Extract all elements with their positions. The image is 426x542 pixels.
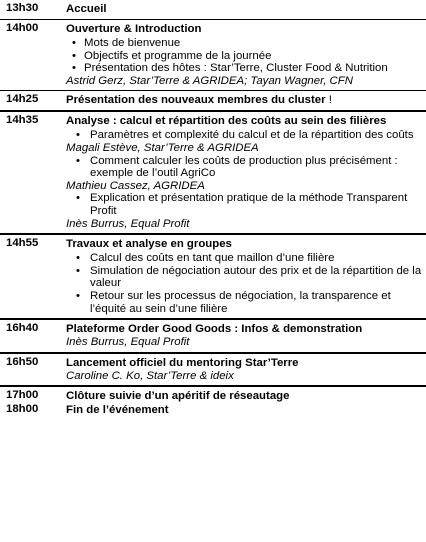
agenda-item-text: Objectifs et programme de la journée: [84, 49, 272, 62]
agenda-row-1640: [0, 320, 426, 354]
agenda-time: 18h00: [6, 403, 39, 416]
agenda-speaker: Mathieu Cassez, AGRIDEA: [66, 179, 205, 192]
agenda-title-suffix: !: [325, 94, 332, 107]
agenda-item: [66, 192, 422, 230]
agenda-item: [66, 129, 422, 154]
agenda-item-text: Simulation de négociation autour des prix et de la répartition de la valeur: [90, 264, 422, 290]
agenda-title: Analyse : calcul et répartition des coûts au sein des filières: [66, 115, 387, 128]
agenda-item: [66, 154, 422, 193]
agenda-row-1400: [0, 20, 426, 91]
agenda-item: [66, 62, 422, 87]
agenda-title: Ouverture & Introduction: [66, 23, 202, 35]
agenda-time: 14h55: [6, 237, 39, 250]
agenda-time: 14h35: [6, 114, 39, 127]
agenda-item-text: Mots de bienvenue: [84, 37, 181, 49]
agenda-row-1650: [0, 354, 426, 388]
agenda-speaker: Inès Burrus, Equal Profit: [66, 336, 190, 349]
agenda-item: [90, 265, 422, 290]
agenda-item-text: Explication et présentation pratique de la méthode Transparent Profit: [90, 192, 408, 217]
agenda-title: Fin de l’événement: [66, 404, 169, 417]
agenda-item-text: Paramètres et complexité du calcul et de la répartition des coûts: [90, 129, 414, 142]
agenda-time: 13h30: [6, 2, 39, 14]
agenda-row-1455: [0, 235, 426, 320]
agenda-title: Accueil: [66, 3, 107, 15]
agenda-time: 14h00: [6, 22, 39, 34]
agenda-speaker: Inès Burrus, Equal Profit: [66, 217, 190, 230]
agenda-item: [84, 37, 422, 50]
agenda-speaker: Magali Estève, Star’Terre & AGRIDEA: [66, 141, 259, 154]
agenda-item-text: Présentation des hôtes : Star’Terre, Cluster Food & Nutrition: [84, 62, 388, 75]
agenda-item: [90, 290, 422, 315]
agenda-time: 16h40: [6, 322, 39, 335]
agenda-item-text: Comment calculer les coûts de production plus précisément : exemple de l’outil AgriCo: [90, 154, 398, 180]
agenda-item: [84, 50, 422, 63]
agenda-time: 17h00: [6, 389, 39, 402]
agenda-row-1800: [0, 403, 426, 420]
agenda-row-1435: [0, 112, 426, 235]
agenda-time: 14h25: [6, 93, 39, 106]
agenda-speaker: Caroline C. Ko, Star’Terre & ideix: [66, 369, 234, 382]
agenda-speaker: Astrid Gerz, Star’Terre & AGRIDEA; Tayan Wagner, CFN: [66, 74, 353, 87]
agenda-item-text: Retour sur les processus de négociation, la transparence et l’équité au sein d’une filière: [90, 289, 391, 315]
agenda-title: Plateforme Order Good Goods : Infos & demonstration: [66, 323, 363, 336]
agenda-time: 16h50: [6, 355, 39, 368]
agenda-row-1330: [0, 0, 426, 20]
agenda-item: [90, 252, 422, 265]
agenda-title: Lancement officiel du mentoring Star’Terre: [66, 356, 299, 369]
agenda-row-1700: [0, 387, 426, 403]
agenda-title: Travaux et analyse en groupes: [66, 238, 232, 251]
agenda-title: Présentation des nouveaux membres du cluster: [66, 94, 326, 107]
agenda-row-1425: [0, 91, 426, 112]
agenda-title: Clôture suivie d’un apéritif de réseautage: [66, 390, 290, 403]
agenda-item-text: Calcul des coûts en tant que maillon d’une filière: [90, 252, 335, 265]
